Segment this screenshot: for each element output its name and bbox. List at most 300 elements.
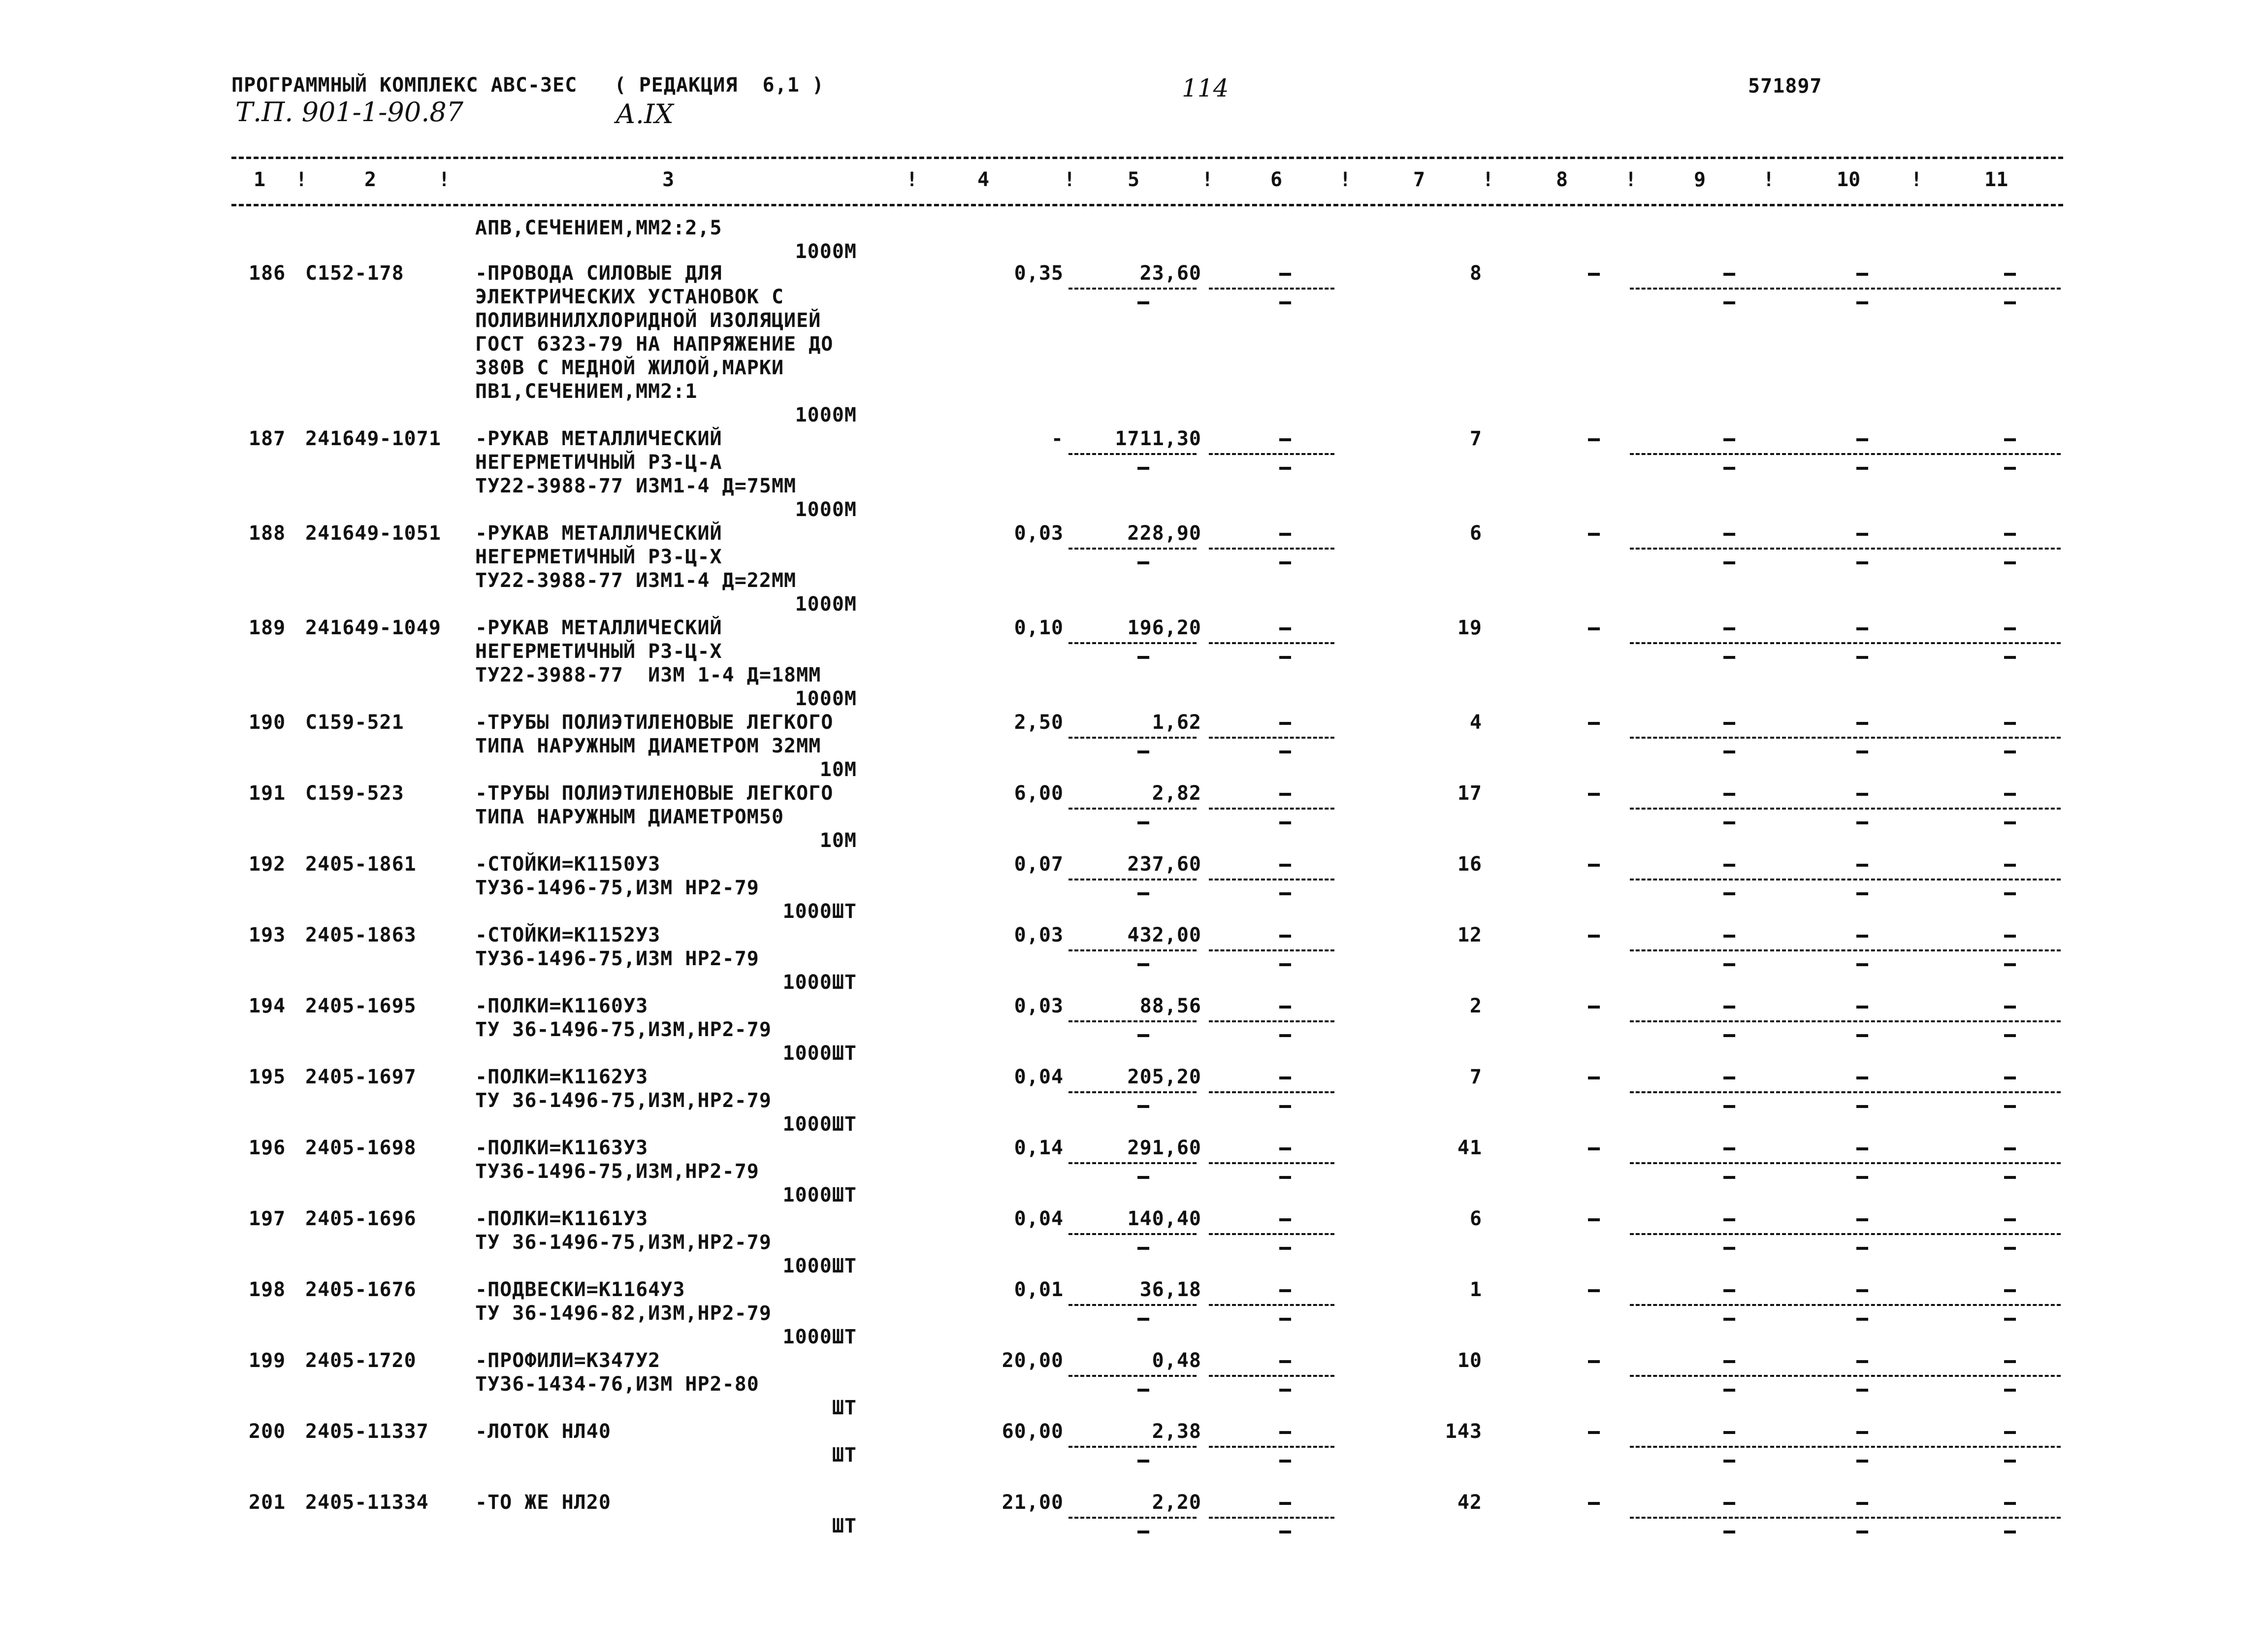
row-description: ТИПА НАРУЖНЫМ ДИАМЕТРОМ50: [475, 806, 784, 828]
empty-value-mark: [1588, 1431, 1600, 1434]
empty-value-mark: [1279, 656, 1291, 659]
page-number: 114: [1182, 74, 1229, 102]
empty-value-mark: [1856, 561, 1868, 564]
cell-divider: [1069, 1162, 1197, 1164]
row-description: ТУ36-1434-76,ИЗМ НР2-80: [475, 1373, 759, 1396]
row-col4-value: 0,01: [1014, 1278, 1064, 1301]
row-description: -ПОЛКИ=К1161У3: [475, 1207, 648, 1230]
empty-value-mark: [1588, 1502, 1600, 1505]
row-col7-value: 143: [1445, 1420, 1482, 1443]
row-description: ТУ36-1496-75,ИЗМ,НР2-79: [475, 1160, 759, 1183]
row-col5-value: 2,38: [1152, 1420, 1201, 1443]
doc-code: Т.П. 901-1-90.87: [235, 97, 464, 128]
empty-value-mark: [2004, 722, 2016, 725]
cell-divider: [1209, 548, 1334, 550]
empty-value-mark: [1723, 1360, 1735, 1363]
cell-divider: [1770, 548, 1911, 550]
row-code: 2405-11337: [305, 1420, 429, 1443]
column-number-7: 7: [1413, 168, 1426, 191]
cell-divider: [1209, 1233, 1334, 1235]
empty-value-mark: [1137, 1247, 1149, 1250]
cell-divider: [1209, 453, 1334, 455]
row-unit: ШТ: [832, 1444, 857, 1466]
empty-value-mark: [2004, 533, 2016, 536]
empty-value-mark: [2004, 1105, 2016, 1108]
cell-divider: [1069, 288, 1197, 290]
empty-value-mark: [1137, 1105, 1149, 1108]
cell-divider: [1630, 737, 1768, 739]
cell-divider: [1770, 1091, 1911, 1093]
empty-value-mark: [1723, 1502, 1735, 1505]
empty-value-mark: [1137, 656, 1149, 659]
row-description: -ТРУБЫ ПОЛИЭТИЛЕНОВЫЕ ЛЕГКОГО: [475, 782, 834, 805]
empty-value-mark: [1279, 1502, 1291, 1505]
cell-divider: [1209, 288, 1334, 290]
row-col5-value: 291,60: [1127, 1137, 1201, 1159]
row-number: 186: [249, 262, 286, 285]
row-description: ТУ22-3988-77 ИЗМ1-4 Д=75ММ: [475, 475, 797, 497]
empty-value-mark: [1279, 1218, 1291, 1221]
empty-value-mark: [1588, 533, 1600, 536]
empty-value-mark: [1856, 1289, 1868, 1292]
empty-value-mark: [1856, 963, 1868, 966]
cell-divider: [1069, 1304, 1197, 1306]
empty-value-mark: [1856, 1247, 1868, 1250]
empty-value-mark: [2004, 561, 2016, 564]
row-col4-value: 20,00: [1002, 1349, 1064, 1372]
row-description: ТУ36-1496-75,ИЗМ НР2-79: [475, 947, 759, 970]
empty-value-mark: [1588, 1360, 1600, 1363]
empty-value-mark: [1723, 1460, 1735, 1463]
cell-divider: [1630, 1020, 1768, 1022]
row-col5-value: 1,62: [1152, 711, 1201, 734]
empty-value-mark: [2004, 273, 2016, 276]
empty-value-mark: [1723, 438, 1735, 441]
empty-value-mark: [1137, 1531, 1149, 1533]
cell-divider: [1913, 642, 2061, 644]
row-col5-value: 140,40: [1127, 1207, 1201, 1230]
empty-value-mark: [1723, 750, 1735, 753]
cell-divider: [1209, 1375, 1334, 1377]
lead-description: АПВ,СЕЧЕНИЕМ,ММ2:2,5: [475, 217, 722, 239]
empty-value-mark: [1137, 467, 1149, 470]
cell-divider: [1913, 949, 2061, 951]
cell-divider: [1770, 1375, 1911, 1377]
column-separator: !: [1339, 168, 1352, 191]
row-code: С152-178: [305, 262, 404, 285]
empty-value-mark: [1588, 1006, 1600, 1009]
row-code: 2405-1861: [305, 853, 417, 876]
row-unit: 1000ШТ: [782, 1255, 857, 1277]
empty-value-mark: [1723, 963, 1735, 966]
cell-divider: [1770, 879, 1911, 880]
row-col5-value: 23,60: [1139, 262, 1201, 285]
row-col4-value: 0,14: [1014, 1137, 1064, 1159]
empty-value-mark: [1279, 561, 1291, 564]
empty-value-mark: [1723, 1318, 1735, 1321]
cell-divider: [1209, 879, 1334, 880]
empty-value-mark: [1723, 722, 1735, 725]
row-unit: 1000М: [795, 404, 857, 426]
empty-value-mark: [1279, 1318, 1291, 1321]
row-number: 199: [249, 1349, 286, 1372]
header-rule: [231, 204, 2063, 206]
row-code: 2405-1863: [305, 924, 417, 946]
empty-value-mark: [2004, 1531, 2016, 1533]
row-number: 197: [249, 1207, 286, 1230]
empty-value-mark: [1588, 273, 1600, 276]
cell-divider: [1913, 1304, 2061, 1306]
row-col7-value: 7: [1469, 1066, 1482, 1088]
row-col4-value: 0,10: [1014, 617, 1064, 639]
empty-value-mark: [1856, 935, 1868, 938]
empty-value-mark: [1856, 1006, 1868, 1009]
empty-value-mark: [2004, 892, 2016, 895]
empty-value-mark: [1137, 1318, 1149, 1321]
row-code: 241649-1071: [305, 427, 441, 450]
empty-value-mark: [1856, 656, 1868, 659]
empty-value-mark: [1279, 750, 1291, 753]
cell-divider: [1770, 949, 1911, 951]
row-col7-value: 6: [1469, 1207, 1482, 1230]
row-unit: 1000ШТ: [782, 1042, 857, 1065]
empty-value-mark: [1856, 1105, 1868, 1108]
row-number: 188: [249, 522, 286, 545]
row-unit: 1000М: [795, 498, 857, 521]
cell-divider: [1913, 1162, 2061, 1164]
empty-value-mark: [1279, 935, 1291, 938]
row-col4-value: 2,50: [1014, 711, 1064, 734]
row-description: -ПОЛКИ=К1163У3: [475, 1137, 648, 1159]
empty-value-mark: [1856, 1531, 1868, 1533]
row-description: -СТОЙКИ=К1152У3: [475, 924, 661, 946]
empty-value-mark: [1723, 561, 1735, 564]
empty-value-mark: [2004, 1502, 2016, 1505]
empty-value-mark: [1856, 1389, 1868, 1392]
program-title: ПРОГРАММНЫЙ КОМПЛЕКС АВС-3ЕС ( РЕДАКЦИЯ 6,1 ): [231, 74, 824, 97]
cell-divider: [1630, 1304, 1768, 1306]
row-description: ГОСТ 6323-79 НА НАПРЯЖЕНИЕ ДО: [475, 333, 834, 356]
row-description: ПОЛИВИНИЛХЛОРИДНОЙ ИЗОЛЯЦИЕЙ: [475, 309, 821, 332]
empty-value-mark: [1856, 1431, 1868, 1434]
cell-divider: [1770, 1446, 1911, 1448]
empty-value-mark: [1279, 1105, 1291, 1108]
row-col4-value: 0,03: [1014, 522, 1064, 545]
row-number: 198: [249, 1278, 286, 1301]
cell-divider: [1069, 1375, 1197, 1377]
column-separator: !: [1911, 168, 1923, 191]
form-code: 571897: [1748, 75, 1822, 98]
cell-divider: [1630, 1446, 1768, 1448]
empty-value-mark: [1279, 864, 1291, 867]
empty-value-mark: [1856, 1034, 1868, 1037]
empty-value-mark: [2004, 1147, 2016, 1150]
row-unit: 1000ШТ: [782, 900, 857, 923]
row-unit: 10М: [819, 829, 857, 852]
row-description: НЕГЕРМЕТИЧНЫЙ РЗ-Ц-Х: [475, 640, 722, 663]
empty-value-mark: [1279, 467, 1291, 470]
row-unit: 1000М: [795, 687, 857, 710]
empty-value-mark: [1723, 793, 1735, 796]
row-description: -ЛОТОК НЛ40: [475, 1420, 611, 1443]
row-col4-value: 0,07: [1014, 853, 1064, 876]
empty-value-mark: [1723, 1105, 1735, 1108]
row-code: 2405-1695: [305, 995, 417, 1017]
empty-value-mark: [1723, 301, 1735, 304]
cell-divider: [1209, 1304, 1334, 1306]
row-number: 195: [249, 1066, 286, 1088]
cell-divider: [1209, 949, 1334, 951]
row-number: 189: [249, 617, 286, 639]
row-code: 241649-1049: [305, 617, 441, 639]
sheet-mark: А.IX: [616, 98, 674, 130]
cell-divider: [1770, 1020, 1911, 1022]
empty-value-mark: [1723, 1431, 1735, 1434]
cell-divider: [1630, 548, 1768, 550]
empty-value-mark: [2004, 656, 2016, 659]
cell-divider: [1630, 1517, 1768, 1519]
cell-divider: [1770, 642, 1911, 644]
empty-value-mark: [2004, 627, 2016, 630]
cell-divider: [1913, 1020, 2061, 1022]
cell-divider: [1069, 949, 1197, 951]
empty-value-mark: [2004, 1247, 2016, 1250]
row-col4-value: -: [1051, 427, 1064, 450]
empty-value-mark: [2004, 1360, 2016, 1363]
lead-unit: 1000М: [795, 240, 857, 263]
empty-value-mark: [1279, 793, 1291, 796]
empty-value-mark: [1137, 892, 1149, 895]
empty-value-mark: [1279, 821, 1291, 824]
row-unit: 1000ШТ: [782, 1326, 857, 1348]
row-code: 241649-1051: [305, 522, 441, 545]
empty-value-mark: [2004, 301, 2016, 304]
empty-value-mark: [1856, 301, 1868, 304]
empty-value-mark: [1723, 1147, 1735, 1150]
empty-value-mark: [1588, 627, 1600, 630]
row-description: -ПОДВЕСКИ=К1164У3: [475, 1278, 685, 1301]
row-code: 2405-1698: [305, 1137, 417, 1159]
cell-divider: [1630, 1091, 1768, 1093]
cell-divider: [1770, 1517, 1911, 1519]
cell-divider: [1630, 879, 1768, 880]
row-code: С159-521: [305, 711, 404, 734]
empty-value-mark: [1279, 963, 1291, 966]
row-number: 201: [249, 1491, 286, 1514]
empty-value-mark: [1588, 935, 1600, 938]
empty-value-mark: [2004, 935, 2016, 938]
column-number-4: 4: [977, 168, 990, 191]
column-number-1: 1: [254, 168, 266, 191]
row-col5-value: 36,18: [1139, 1278, 1201, 1301]
empty-value-mark: [1279, 1147, 1291, 1150]
column-separator: !: [1763, 168, 1775, 191]
empty-value-mark: [1723, 1289, 1735, 1292]
cell-divider: [1209, 808, 1334, 810]
column-separator: !: [1064, 168, 1076, 191]
cell-divider: [1630, 949, 1768, 951]
empty-value-mark: [1137, 301, 1149, 304]
row-description: 380В С МЕДНОЙ ЖИЛОЙ,МАРКИ: [475, 357, 784, 379]
empty-value-mark: [2004, 467, 2016, 470]
row-col7-value: 4: [1469, 711, 1482, 734]
column-separator: !: [295, 168, 308, 191]
cell-divider: [1913, 808, 2061, 810]
row-col7-value: 17: [1457, 782, 1482, 805]
row-description: -РУКАВ МЕТАЛЛИЧЕСКИЙ: [475, 617, 722, 639]
empty-value-mark: [1279, 301, 1291, 304]
cell-divider: [1069, 808, 1197, 810]
empty-value-mark: [1723, 656, 1735, 659]
empty-value-mark: [1723, 1034, 1735, 1037]
cell-divider: [1209, 642, 1334, 644]
row-col5-value: 237,60: [1127, 853, 1201, 876]
column-number-9: 9: [1694, 168, 1706, 191]
row-description: -РУКАВ МЕТАЛЛИЧЕСКИЙ: [475, 522, 722, 545]
row-description: ТУ 36-1496-75,ИЗМ,НР2-79: [475, 1089, 772, 1112]
row-description: НЕГЕРМЕТИЧНЫЙ РЗ-Ц-А: [475, 451, 722, 474]
cell-divider: [1209, 1020, 1334, 1022]
empty-value-mark: [1279, 533, 1291, 536]
row-code: 2405-1697: [305, 1066, 417, 1088]
empty-value-mark: [1856, 467, 1868, 470]
empty-value-mark: [2004, 864, 2016, 867]
cell-divider: [1209, 1162, 1334, 1164]
column-number-6: 6: [1270, 168, 1283, 191]
empty-value-mark: [1588, 438, 1600, 441]
empty-value-mark: [1723, 627, 1735, 630]
row-unit: 1000ШТ: [782, 1184, 857, 1206]
row-col7-value: 8: [1469, 262, 1482, 285]
row-unit: ШТ: [832, 1515, 857, 1537]
row-description: ПВ1,СЕЧЕНИЕМ,ММ2:1: [475, 380, 698, 403]
empty-value-mark: [2004, 821, 2016, 824]
row-number: 192: [249, 853, 286, 876]
cell-divider: [1913, 288, 2061, 290]
empty-value-mark: [1723, 892, 1735, 895]
row-col5-value: 196,20: [1127, 617, 1201, 639]
column-number-3: 3: [662, 168, 675, 191]
empty-value-mark: [1723, 1176, 1735, 1179]
row-unit: 1000ШТ: [782, 971, 857, 994]
empty-value-mark: [1723, 935, 1735, 938]
row-col5-value: 88,56: [1139, 995, 1201, 1017]
cell-divider: [1770, 288, 1911, 290]
row-description: -ПРОФИЛИ=К347У2: [475, 1349, 661, 1372]
cell-divider: [1630, 642, 1768, 644]
cell-divider: [1770, 1233, 1911, 1235]
empty-value-mark: [1723, 467, 1735, 470]
row-col7-value: 10: [1457, 1349, 1482, 1372]
cell-divider: [1770, 1304, 1911, 1306]
row-description: ТИПА НАРУЖНЫМ ДИАМЕТРОМ 32ММ: [475, 735, 821, 757]
empty-value-mark: [1279, 1360, 1291, 1363]
top-rule: [231, 157, 2063, 159]
empty-value-mark: [2004, 1318, 2016, 1321]
row-description: -ТО ЖЕ НЛ20: [475, 1491, 611, 1514]
empty-value-mark: [1137, 1034, 1149, 1037]
empty-value-mark: [1856, 821, 1868, 824]
cell-divider: [1913, 1233, 2061, 1235]
column-separator: !: [1482, 168, 1494, 191]
empty-value-mark: [1279, 1531, 1291, 1533]
cell-divider: [1630, 1233, 1768, 1235]
row-col5-value: 205,20: [1127, 1066, 1201, 1088]
column-number-5: 5: [1128, 168, 1140, 191]
cell-divider: [1209, 1091, 1334, 1093]
row-unit: 1000М: [795, 593, 857, 616]
cell-divider: [1069, 1517, 1197, 1519]
cell-divider: [1209, 737, 1334, 739]
row-unit: ШТ: [832, 1397, 857, 1419]
empty-value-mark: [1279, 1389, 1291, 1392]
cell-divider: [1770, 1162, 1911, 1164]
cell-divider: [1913, 1446, 2061, 1448]
cell-divider: [1069, 737, 1197, 739]
cell-divider: [1630, 288, 1768, 290]
cell-divider: [1069, 642, 1197, 644]
row-col4-value: 60,00: [1002, 1420, 1064, 1443]
row-description: ТУ22-3988-77 ИЗМ1-4 Д=22ММ: [475, 569, 797, 592]
empty-value-mark: [2004, 438, 2016, 441]
empty-value-mark: [1588, 1147, 1600, 1150]
empty-value-mark: [1137, 750, 1149, 753]
row-code: С159-523: [305, 782, 404, 805]
empty-value-mark: [1137, 1460, 1149, 1463]
empty-value-mark: [1137, 561, 1149, 564]
empty-value-mark: [1723, 864, 1735, 867]
empty-value-mark: [2004, 1176, 2016, 1179]
row-number: 187: [249, 427, 286, 450]
row-number: 190: [249, 711, 286, 734]
row-unit: 10М: [819, 758, 857, 781]
row-description: ТУ22-3988-77 ИЗМ 1-4 Д=18ММ: [475, 664, 821, 686]
cell-divider: [1913, 453, 2061, 455]
empty-value-mark: [1279, 1034, 1291, 1037]
row-col5-value: 1711,30: [1115, 427, 1201, 450]
empty-value-mark: [1723, 1247, 1735, 1250]
row-code: 2405-1696: [305, 1207, 417, 1230]
cell-divider: [1913, 548, 2061, 550]
empty-value-mark: [1723, 533, 1735, 536]
empty-value-mark: [1856, 533, 1868, 536]
empty-value-mark: [1588, 1076, 1600, 1079]
cell-divider: [1770, 737, 1911, 739]
row-description: НЕГЕРМЕТИЧНЫЙ РЗ-Ц-Х: [475, 546, 722, 568]
column-separator: !: [1201, 168, 1214, 191]
column-separator: !: [906, 168, 918, 191]
empty-value-mark: [1723, 1076, 1735, 1079]
row-description: ТУ36-1496-75,ИЗМ НР2-79: [475, 877, 759, 899]
empty-value-mark: [2004, 1460, 2016, 1463]
empty-value-mark: [1723, 1218, 1735, 1221]
row-col4-value: 21,00: [1002, 1491, 1064, 1514]
empty-value-mark: [1856, 793, 1868, 796]
cell-divider: [1770, 453, 1911, 455]
row-description: ЭЛЕКТРИЧЕСКИХ УСТАНОВОК С: [475, 286, 784, 308]
row-col4-value: 0,04: [1014, 1207, 1064, 1230]
empty-value-mark: [2004, 1289, 2016, 1292]
row-description: ТУ 36-1496-75,ИЗМ,НР2-79: [475, 1018, 772, 1041]
cell-divider: [1069, 453, 1197, 455]
row-col5-value: 2,20: [1152, 1491, 1201, 1514]
empty-value-mark: [1279, 438, 1291, 441]
column-number-10: 10: [1837, 168, 1861, 191]
row-col7-value: 41: [1457, 1137, 1482, 1159]
empty-value-mark: [1856, 1502, 1868, 1505]
empty-value-mark: [1723, 821, 1735, 824]
row-col4-value: 0,35: [1014, 262, 1064, 285]
